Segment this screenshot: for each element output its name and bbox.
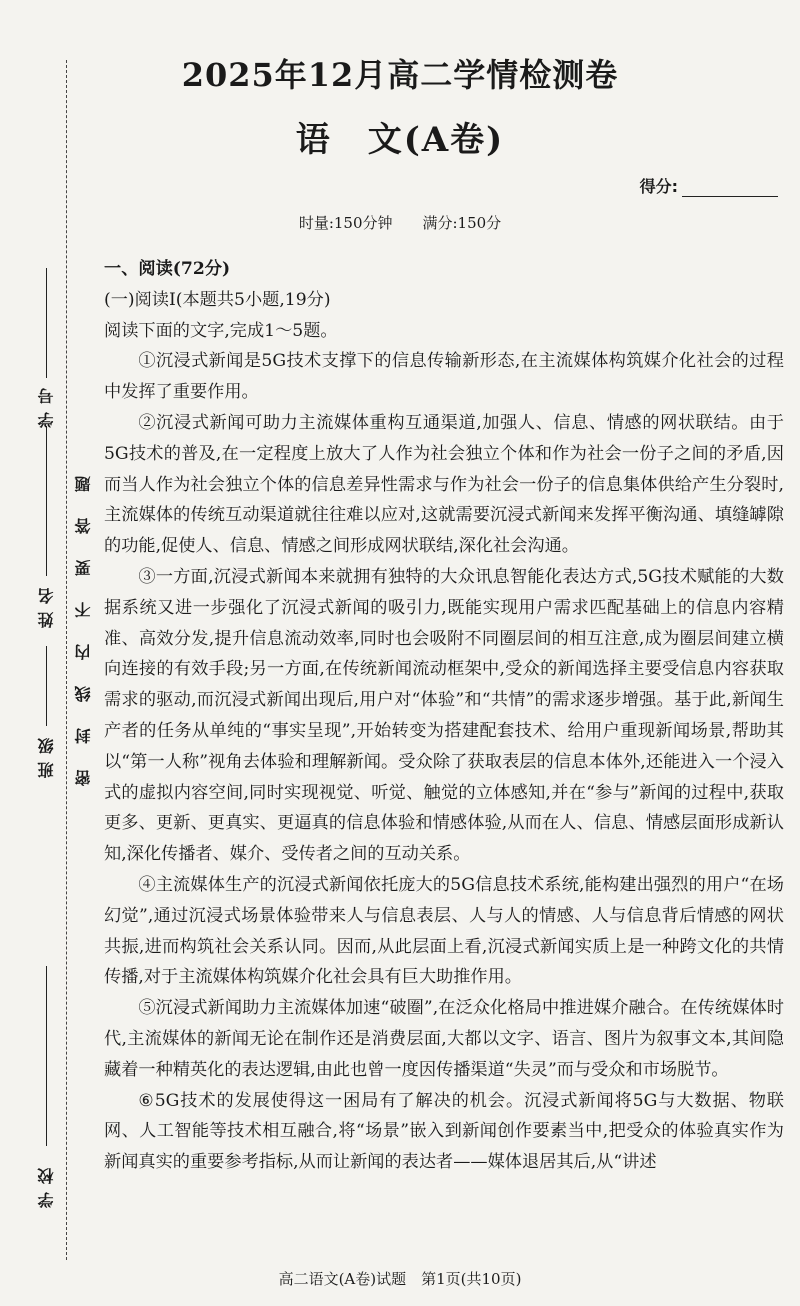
school-field[interactable] — [28, 1160, 64, 1208]
exam-title: 2025年12月高二学情检测卷 — [181, 56, 619, 94]
paragraph-3: ③一方面,沉浸式新闻本来就拥有独特的大众讯息智能化表达方式,5G技术赋能的大数据系统又进一步强化了沉浸式新闻的吸引力,既能实现用户需求匹配基础上的信息内容精准、高效分发,提升信息流动效率,同时也会吸附不同圈层间的相互注意,成为圈层间建立横向连接的有效手段;另一方面,在传统新闻流动框架中,受众的新闻选择主要受信息内容获取需求的驱动,而沉浸式新闻出现后,用户对“体验”和“共情”的需求逐步增强。基于此,新闻生产者的任务从单纯的“事实呈现”,开始转变为搭建配套技术、给用户重现新闻场景,帮助其以“第一人称”视角去体验和理解新闻。受众除了获取表层的信息本体外,还能进入一个浸入式的虚拟内容空间,同时实现视觉、听觉、触觉的立体感知,并在“参与”新闻的过程中,获取更多、更新、更真实、更逼真的信息体验和情感体验,从而在人、信息、情感层面形成新认知,深化传播者、媒介、受传者之间的互动关系。 — [104, 566, 784, 865]
name-blank[interactable] — [28, 420, 64, 576]
seal-warning-text: 密封线内不要答题 — [74, 450, 93, 786]
class-blank[interactable] — [28, 640, 64, 726]
section-heading: 一、阅读(72分) — [104, 259, 231, 279]
time-text: 时量:150分钟 — [298, 214, 393, 232]
reading-passage — [104, 254, 784, 1178]
seal-dashed-line — [66, 60, 67, 1260]
name-label: 姓名 — [36, 580, 56, 628]
instruction-text: 阅读下面的文字,完成1～5题。 — [104, 320, 338, 341]
page-footer: 高二语文(A卷)试题 第1页(共10页) — [278, 1270, 522, 1288]
score-blank[interactable] — [682, 178, 778, 197]
exam-subject: 语 文(A卷) — [295, 120, 505, 160]
class-label: 班级 — [36, 730, 56, 778]
exam-info — [0, 212, 800, 233]
subsection-heading: (一)阅读Ⅰ(本题共5小题,19分) — [104, 289, 331, 310]
class-field[interactable] — [28, 730, 64, 778]
school-label: 学校 — [36, 1160, 56, 1208]
score-field[interactable] — [640, 174, 778, 197]
binding-margin — [0, 0, 100, 1306]
id-label: 学号 — [36, 380, 56, 428]
paragraph-6: ⑥5G技术的发展使得这一困局有了解决的机会。沉浸式新闻将5G与大数据、物联网、人工智能等技术相互融合,将“场景”嵌入到新闻创作要素当中,把受众的体验真实作为新闻真实的重要参考指标,从而让新闻的表达者——媒体退居其后,从“讲述 — [104, 1090, 784, 1173]
id-field[interactable] — [28, 380, 64, 428]
paragraph-2: ②沉浸式新闻可助力主流媒体重构互通渠道,加强人、信息、情感的网状联结。由于5G技术的普及,在一定程度上放大了人作为社会独立个体和作为社会一份子之间的矛盾,因而当人作为社会独立个体的信息差异性需求与作为社会一份子的信息集体供给产生分裂时,主流媒体的传统互动渠道就往往难以应对,这就需要沉浸式新闻来发挥平衡沟通、填缝罅隙的功能,促使人、信息、情感之间形成网状联结,深化社会沟通。 — [104, 412, 784, 557]
school-blank[interactable] — [28, 960, 64, 1146]
paragraph-1: ①沉浸式新闻是5G技术支撑下的信息传输新形态,在主流媒体构筑媒介化社会的过程中发挥了重要作用。 — [104, 351, 784, 403]
score-label: 得分: — [639, 177, 678, 196]
name-field[interactable] — [28, 580, 64, 628]
paragraph-5: ⑤沉浸式新闻助力主流媒体加速“破圈”,在泛众化格局中推进媒介融合。在传统媒体时代,主流媒体的新闻无论在制作还是消费层面,大都以文字、语言、图片为叙事文本,其间隐藏着一种精英化的表达逻辑,由此也曾一度因传播渠道“失灵”而与受众和市场脱节。 — [104, 998, 784, 1080]
id-blank[interactable] — [28, 262, 64, 378]
full-score-text: 满分:150分 — [422, 214, 502, 232]
paragraph-4: ④主流媒体生产的沉浸式新闻依托庞大的5G信息技术系统,能构建出强烈的用户“在场幻觉”,通过沉浸式场景体验带来人与信息表层、人与人的情感、人与信息背后情感的网状共振,进而构筑社会关系认同。因而,从此层面上看,沉浸式新闻实质上是一种跨文化的共情传播,对于主流媒体构筑媒介化社会具有巨大助推作用。 — [104, 874, 784, 988]
